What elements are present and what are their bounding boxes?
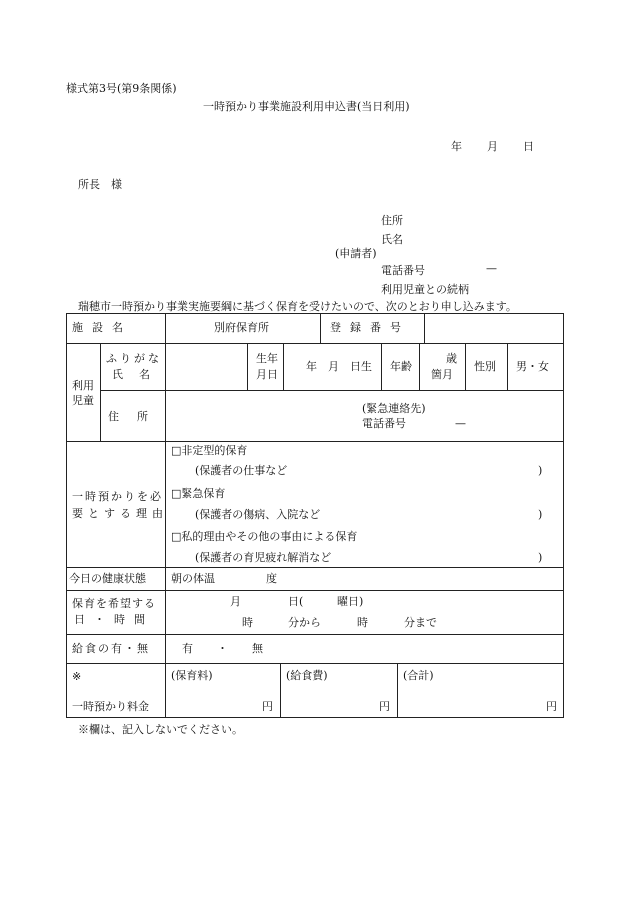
col-divider: [424, 313, 425, 343]
facility-label: 施設名: [72, 321, 132, 334]
applicant-label: (申請者): [335, 247, 377, 260]
end-hour-label: 時: [357, 616, 368, 629]
col-divider: [247, 343, 248, 390]
desired-time-label: 保育を希望する: [72, 597, 156, 610]
close-paren: ): [538, 551, 543, 564]
sex-value: 男・女: [516, 360, 549, 373]
emergency-phone-dash: —: [455, 417, 466, 430]
date-month-label: 月: [487, 140, 498, 153]
meal-yes[interactable]: 有: [182, 642, 193, 655]
col-divider: [320, 313, 321, 343]
applicant-phone-dash: —: [486, 262, 497, 275]
furigana-label: ふりがな: [106, 352, 162, 365]
age-label: 年齢: [390, 360, 412, 373]
reason-nonstandard-checkbox[interactable]: □非定型的保育: [171, 444, 248, 457]
meal-separator: ・: [217, 642, 228, 655]
dob-label: 生年: [256, 352, 278, 365]
applicant-name-label: 氏名: [381, 233, 403, 246]
child-label: 利用児童: [72, 379, 94, 407]
reason-label-2: 要とする理由: [72, 507, 168, 520]
row-divider: [66, 590, 564, 591]
col-divider: [507, 343, 508, 390]
col-divider: [397, 663, 398, 718]
date-day-label: 日: [523, 140, 534, 153]
month-label: 月: [230, 595, 241, 608]
row-divider: [66, 441, 564, 442]
applicant-phone-label: 電話番号: [381, 264, 425, 277]
row-divider: [66, 634, 564, 635]
age-months: 箇月: [431, 368, 453, 381]
intro-text: 瑞穂市一時預かり事業実施要綱に基づく保育を受けたいので、次のとおり申し込みます。: [78, 300, 517, 313]
childcare-fee-yen: 円: [262, 700, 273, 713]
total-fee-label: (合計): [403, 669, 434, 682]
row-divider: [66, 567, 564, 568]
fee-label: 一時預かり料金: [72, 700, 149, 713]
close-paren: ): [538, 464, 543, 477]
col-divider: [283, 343, 284, 390]
date-year-label: 年: [451, 140, 462, 153]
childcare-fee-label: (保育料): [171, 669, 213, 682]
applicant-address-label: 住所: [381, 214, 403, 227]
emergency-contact-label: (緊急連絡先): [362, 402, 426, 415]
end-minute-label: 分まで: [404, 616, 437, 629]
reason-label: 一時預かりを必: [72, 490, 163, 503]
start-hour-label: 時: [242, 616, 253, 629]
addressee: 所長 様: [78, 178, 122, 191]
footnote: ※欄は、記入しないでください。: [78, 723, 243, 736]
child-address-label: 住所: [108, 410, 166, 423]
day-label: 日(: [288, 595, 304, 608]
registration-number-label: 登録番号: [330, 321, 410, 334]
col-divider: [280, 663, 281, 718]
meal-fee-yen: 円: [379, 700, 390, 713]
total-fee-yen: 円: [546, 700, 557, 713]
meal-no[interactable]: 無: [252, 642, 263, 655]
close-paren: ): [538, 508, 543, 521]
dob-value: 年 月 日生: [306, 360, 372, 373]
facility-value: 別府保育所: [214, 321, 269, 334]
health-label: 今日の健康状態: [69, 572, 146, 585]
col-divider: [419, 343, 420, 390]
meal-fee-label: (給食費): [286, 669, 328, 682]
col-divider: [381, 343, 382, 390]
weekday-label: 曜日): [337, 595, 364, 608]
dob-label-2: 月日: [256, 368, 278, 381]
temperature-unit: 度: [266, 572, 277, 585]
row-divider: [100, 390, 564, 391]
sex-label: 性別: [474, 360, 496, 373]
reason-emergency-detail: (保護者の傷病、入院など: [195, 508, 321, 521]
office-use-mark: ※: [72, 670, 82, 683]
row-divider: [66, 343, 564, 344]
col-divider: [100, 343, 101, 441]
col-divider: [465, 343, 466, 390]
reason-private-checkbox[interactable]: □私的理由やその他の事由による保育: [171, 530, 358, 543]
desired-time-label-2: 日・時間: [74, 613, 154, 626]
reason-emergency-checkbox[interactable]: □緊急保育: [171, 487, 226, 500]
form-number: 様式第3号(第9条関係): [66, 82, 177, 95]
reason-nonstandard-detail: (保護者の仕事など: [195, 464, 288, 477]
temperature-label: 朝の体温: [171, 572, 215, 585]
reason-private-detail: (保護者の育児疲れ解消など: [195, 551, 332, 564]
form-title: 一時預かり事業施設利用申込書(当日利用): [203, 100, 410, 113]
emergency-phone-label: 電話番号: [362, 417, 406, 430]
child-name-label: 氏名: [112, 368, 166, 381]
age-years: 歳: [446, 352, 457, 365]
relation-label: 利用児童との続柄: [381, 283, 469, 296]
start-minute-label: 分から: [288, 616, 321, 629]
row-divider: [66, 663, 564, 664]
meal-label: 給食の有・無: [72, 642, 150, 655]
